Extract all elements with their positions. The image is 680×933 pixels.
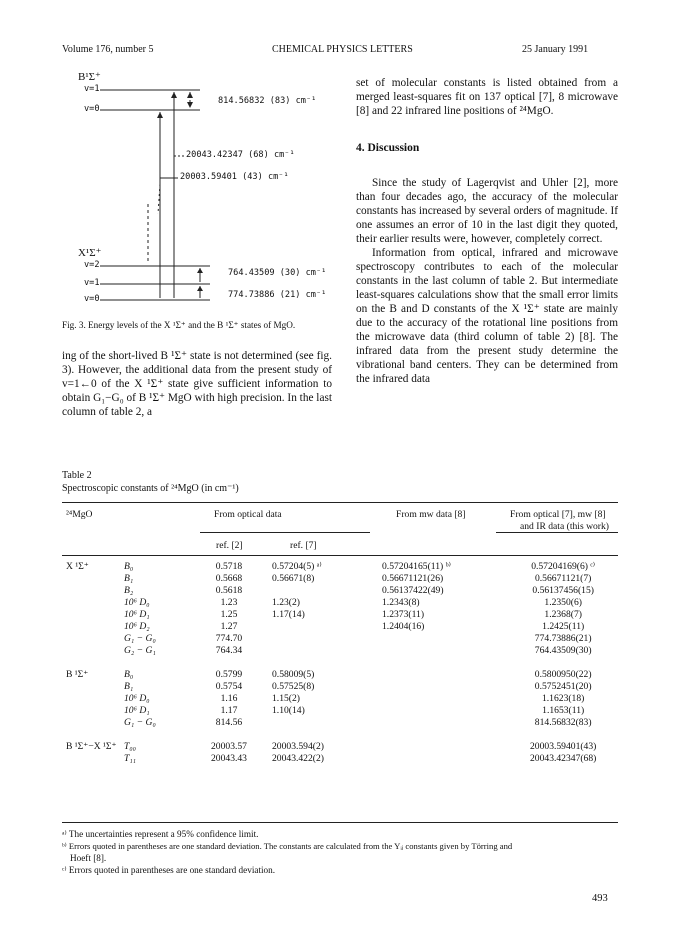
table-cell: 0.56671121(7)	[534, 573, 592, 584]
table-cell: 20003.57	[211, 741, 247, 752]
table-row	[62, 597, 596, 609]
table-cell: 20043.422(2)	[272, 753, 324, 764]
table-cell: 0.57204(5) ᵃ⁾	[272, 561, 322, 572]
table-cell	[382, 717, 530, 729]
table-cell: G₂ − G₁	[124, 645, 156, 656]
level-x-v0-label: v=0	[84, 294, 100, 304]
table-spacer	[62, 657, 596, 669]
table-row	[62, 621, 596, 633]
page-number: 493	[592, 893, 608, 904]
table-cell: 20003.59401(43)	[530, 741, 597, 752]
table-cell	[62, 621, 124, 633]
table-cell: 774.73886(21)	[534, 633, 592, 644]
right-paragraph-1: Since the study of Lagerqvist and Uhler [2], more than four decades ago, the accuracy of the molecular constants has increased by several orders of magnitude. If one assumes an error of 10 in the last digit they quoted, their earlier results were, however, completely correct.	[356, 177, 618, 245]
table-cell: G₁ − G₀	[124, 717, 156, 728]
x-g10-label: 774.73886 (21) cm⁻¹	[228, 290, 327, 300]
table-cell: T₀₀	[124, 741, 137, 752]
table-cell: 0.5668	[215, 573, 243, 584]
table-row	[62, 573, 596, 585]
table-cell	[382, 753, 530, 765]
table-cell: 0.5754	[215, 681, 243, 692]
table-cell	[272, 645, 382, 657]
table-cell: 1.1653(11)	[542, 705, 585, 716]
table-sub-ref2: ref. [2]	[216, 540, 243, 551]
table-cell	[272, 633, 382, 645]
table-cell: 1.2404(16)	[382, 621, 425, 632]
x-g21-label: 764.43509 (30) cm⁻¹	[228, 268, 327, 278]
table-cell: T₁₁	[124, 753, 137, 764]
table-sub-ref7: ref. [7]	[290, 540, 317, 551]
level-x-v2-label: v=2	[84, 260, 100, 270]
table-cell	[62, 597, 124, 609]
table-cell: G₁ − G₀	[124, 633, 156, 644]
table-cell: 0.5799	[215, 669, 243, 680]
table-head-optical: From optical data	[214, 509, 282, 520]
table-cell: 1.17(14)	[272, 609, 305, 620]
table-cell	[382, 705, 530, 717]
table-cell	[62, 693, 124, 705]
table-head-mw: From mw data [8]	[396, 509, 466, 520]
table-cell	[382, 645, 530, 657]
table-row	[62, 609, 596, 621]
table-cell: 0.56137456(15)	[532, 585, 594, 596]
footnote-b-line1: ᵇ⁾ Errors quoted in parentheses are one standard deviation. The constants are calculated from the Yᵢⱼ constants given by Törring and	[62, 841, 513, 851]
table-cell	[272, 717, 382, 729]
table-row	[62, 669, 596, 681]
table-head-merged-1: From optical [7], mw [8]	[510, 509, 606, 520]
constants-table	[62, 561, 596, 765]
table-cell	[382, 669, 530, 681]
table-cell	[62, 573, 124, 585]
table-cell: 10⁶ D₁	[124, 705, 150, 716]
right-paragraph-2: Information from optical, infrared and microwave spectroscopy contributes to each of the molecular constants in the last column of table 2. But intermediate least-squares calculations show that the small error limits on the B and D constants of the X ¹Σ⁺ state are mainly due to the accuracy of the rotational line positions from the microwave data (third column of table 2) [8]. The infrared data from the present study determine the vibrational band centers. They can be determined from the infrared data	[356, 247, 618, 385]
table-cell: B₂	[124, 585, 134, 596]
table-cell: 0.56671121(26)	[382, 573, 444, 584]
table-cell	[62, 585, 124, 597]
table-head-isotope: ²⁴MgO	[66, 509, 93, 520]
level-b-v1-label: v=1	[84, 84, 100, 94]
table-row	[62, 633, 596, 645]
table-cell: 10⁶ D₂	[124, 621, 150, 632]
t00-label: 20003.59401 (43) cm⁻¹	[180, 172, 289, 182]
table-cell: 1.2350(6)	[544, 597, 582, 608]
table-cell	[62, 609, 124, 621]
t11-label: 20043.42347 (68) cm⁻¹	[186, 150, 295, 160]
section-heading: 4. Discussion	[356, 142, 420, 154]
table-cell: B₀	[124, 669, 134, 680]
table-bottom-rule	[62, 822, 618, 823]
table-cell: 20043.42347(68)	[530, 753, 597, 764]
table-spacer	[62, 729, 596, 741]
table-cell: 814.56	[215, 717, 243, 728]
table-head-rule	[62, 555, 618, 556]
table-cell: 764.34	[215, 645, 243, 656]
table-row	[62, 585, 596, 597]
table-top-rule	[62, 502, 618, 503]
footnote-c: ᶜ⁾ Errors quoted in parentheses are one standard deviation.	[62, 865, 276, 875]
table-footnotes	[62, 828, 622, 876]
table-cell	[382, 693, 530, 705]
table-cell: 1.2343(8)	[382, 597, 420, 608]
table-row	[62, 681, 596, 693]
table-cell: 20003.594(2)	[272, 741, 324, 752]
table-row	[62, 753, 596, 765]
table-title: Spectroscopic constants of ²⁴MgO (in cm⁻¹)	[62, 483, 239, 494]
table-cell	[62, 645, 124, 657]
table-cell: 1.15(2)	[272, 693, 300, 704]
figure-caption: Fig. 3. Energy levels of the X ¹Σ⁺ and the B ¹Σ⁺ states of MgO.	[62, 320, 296, 330]
issue-date: 25 January 1991	[522, 44, 589, 55]
table-cell: 1.1623(18)	[541, 693, 585, 704]
table-cell: 1.2425(11)	[542, 621, 585, 632]
table-cell	[382, 741, 530, 753]
table-cell: 0.5752451(20)	[534, 681, 592, 692]
table-cell: 0.56671(8)	[272, 573, 315, 584]
level-x-v1-label: v=1	[84, 278, 100, 288]
state-x-label: X¹Σ⁺	[78, 247, 102, 259]
table-cell: B ¹Σ⁺−X ¹Σ⁺	[66, 741, 117, 752]
b-interval-label: 814.56832 (83) cm⁻¹	[218, 96, 317, 106]
table-cell: 1.27	[220, 621, 238, 632]
table-cell	[272, 585, 382, 597]
table-cell: 0.57204169(6) ᶜ⁾	[531, 561, 596, 572]
table-cell: 0.5718	[215, 561, 243, 572]
table-cell: 1.2368(7)	[544, 609, 582, 620]
table-cell: 764.43509(30)	[534, 645, 592, 656]
table-cell: 0.5800950(22)	[534, 669, 592, 680]
table-cell: 10⁶ D₀	[124, 597, 150, 608]
table-cell: 0.56137422(49)	[382, 585, 444, 596]
table-cell	[62, 681, 124, 693]
table-sub-rule-right	[496, 532, 618, 533]
table-cell: 1.23(2)	[272, 597, 300, 608]
table-cell: 10⁶ D₀	[124, 693, 150, 704]
table-cell: 0.57204165(11) ᵇ⁾	[382, 561, 451, 572]
table-cell: B₁	[124, 573, 134, 584]
level-b-v0-label: v=0	[84, 104, 100, 114]
table-cell: B₀	[124, 561, 134, 572]
table-cell	[62, 633, 124, 645]
left-column-text	[62, 349, 332, 419]
table-row	[62, 717, 596, 729]
table-cell	[272, 621, 382, 633]
table-cell: X ¹Σ⁺	[66, 561, 89, 572]
journal-volume: Volume 176, number 5	[62, 44, 154, 55]
table-cell: 1.10(14)	[272, 705, 305, 716]
table-cell: 1.17	[220, 705, 238, 716]
table-cell: 1.2373(11)	[382, 609, 425, 620]
footnote-b-line2: Hoeft [8].	[70, 853, 107, 863]
table-sub-rule	[200, 532, 370, 533]
state-b-label: B¹Σ⁺	[78, 71, 101, 83]
table-cell: 1.25	[220, 609, 238, 620]
table-cell: 0.5618	[215, 585, 243, 596]
table-cell: B₁	[124, 681, 134, 692]
table-cell: B ¹Σ⁺	[66, 669, 89, 680]
table-row	[62, 693, 596, 705]
table-cell: 0.58009(5)	[272, 669, 315, 680]
table-row	[62, 645, 596, 657]
table-cell	[62, 705, 124, 717]
table-cell	[62, 717, 124, 729]
table-cell	[382, 633, 530, 645]
table-row	[62, 705, 596, 717]
right-paragraph-0: set of molecular constants is listed obtained from a merged least-squares fit on 137 optical [7], 8 microwave [8] and 22 infrared line positions of ²⁴MgO.	[356, 77, 618, 117]
table-cell: 774.70	[215, 633, 243, 644]
journal-title: CHEMICAL PHYSICS LETTERS	[272, 44, 413, 55]
table-cell	[382, 681, 530, 693]
table-row	[62, 741, 596, 753]
table-cell: 1.16	[220, 693, 238, 704]
table-cell: 10⁶ D₁	[124, 609, 150, 620]
table-cell	[62, 753, 124, 765]
footnote-a: ᵃ⁾ The uncertainties represent a 95% confidence limit.	[62, 829, 259, 839]
table-cell: 1.23	[220, 597, 238, 608]
table-cell: 814.56832(83)	[534, 717, 592, 728]
right-column-text	[356, 76, 618, 386]
left-paragraph: ing of the short-lived B ¹Σ⁺ state is not determined (see fig. 3). However, the additional data from the present study of v=1←0 of the X ¹Σ⁺ state give sufficient information to obtain G₁−G₀ of B ¹Σ⁺ MgO with high precision. In the last column of table 2, a	[62, 350, 332, 418]
table-cell: 20043.43	[211, 753, 247, 764]
table-row	[62, 561, 596, 573]
table-label: Table 2	[62, 470, 92, 481]
table-cell: 0.57525(8)	[272, 681, 315, 692]
table-head-merged-2: and IR data (this work)	[520, 521, 609, 532]
